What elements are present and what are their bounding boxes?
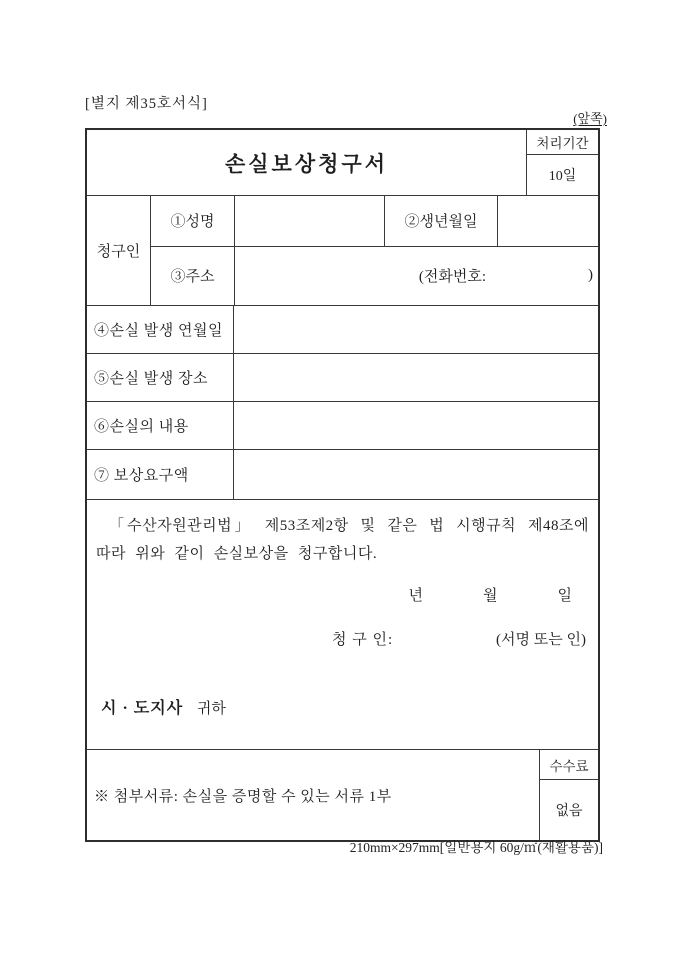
loss-place-row xyxy=(87,353,598,401)
signature-claimant-label: 청 구 인: xyxy=(332,631,394,648)
name-value-cell xyxy=(234,196,384,246)
recipient-name: 시 · 도지사 xyxy=(101,699,184,717)
day-label: 일 xyxy=(557,587,572,604)
signature-note: (서명 또는 인) xyxy=(496,631,586,648)
processing-period-value: 10일 xyxy=(548,169,577,184)
fee-label: 수수료 xyxy=(540,750,598,780)
claimant-section xyxy=(87,195,598,305)
claim-form-table xyxy=(85,128,600,842)
loss-date-value-cell xyxy=(233,306,598,353)
date-line xyxy=(87,584,598,605)
address-label: ③주소 xyxy=(170,269,215,286)
declaration-section xyxy=(87,513,598,749)
form-number: [별지 제35호서식] xyxy=(85,96,208,112)
address-value-cell xyxy=(234,247,598,305)
declaration-section-wrapper xyxy=(87,499,598,749)
processing-period-column xyxy=(526,130,598,195)
name-row xyxy=(151,196,598,246)
form-title: 손실보상청구서 xyxy=(224,151,388,176)
recipient-line xyxy=(87,695,598,718)
loss-place-label: ⑤손실 발생 장소 xyxy=(94,371,208,387)
month-label: 월 xyxy=(483,587,498,604)
birthdate-label: ②생년월일 xyxy=(384,196,497,246)
fee-column xyxy=(539,750,598,840)
loss-date-row xyxy=(87,305,598,353)
signature-line xyxy=(87,628,598,649)
compensation-amount-row xyxy=(87,449,598,499)
declaration-text: 「수산자원관리법」 제53조제2항 및 같은 법 시행규칙 제48조에 따라 위와 같이 손실보상을 청구합니다. xyxy=(96,518,589,562)
claimant-group-label: 청구인 xyxy=(96,244,141,260)
claimant-fields xyxy=(150,196,598,305)
paper-spec-footer: 210mm×297mm[일반용지 60g/㎡(재활용품)] xyxy=(349,840,603,855)
title-row xyxy=(87,130,598,195)
processing-period-label: 처리기간 xyxy=(527,130,598,155)
fee-value: 없음 xyxy=(555,804,583,819)
name-label: ①성명 xyxy=(170,214,215,231)
attachment-note: ※ 첨부서류: 손실을 증명할 수 있는 서류 1부 xyxy=(94,788,392,805)
birthdate-value-cell xyxy=(497,196,598,246)
loss-detail-label: ⑥손실의 내용 xyxy=(94,419,189,435)
compensation-amount-label: ⑦ 보상요구액 xyxy=(94,468,189,484)
attachment-row xyxy=(87,749,598,840)
front-side-note xyxy=(85,108,607,127)
recipient-suffix: 귀하 xyxy=(196,700,226,717)
loss-date-label: ④손실 발생 연월일 xyxy=(94,323,223,339)
loss-place-value-cell xyxy=(233,354,598,401)
year-label: 년 xyxy=(408,587,423,604)
phone-close-paren: ) xyxy=(588,267,593,284)
loss-detail-value-cell xyxy=(233,402,598,449)
loss-detail-row xyxy=(87,401,598,449)
compensation-amount-value-cell xyxy=(233,450,598,499)
front-side-note-text: (앞쪽) xyxy=(573,111,607,126)
address-row xyxy=(151,246,598,305)
phone-label: (전화번호: xyxy=(418,269,486,286)
